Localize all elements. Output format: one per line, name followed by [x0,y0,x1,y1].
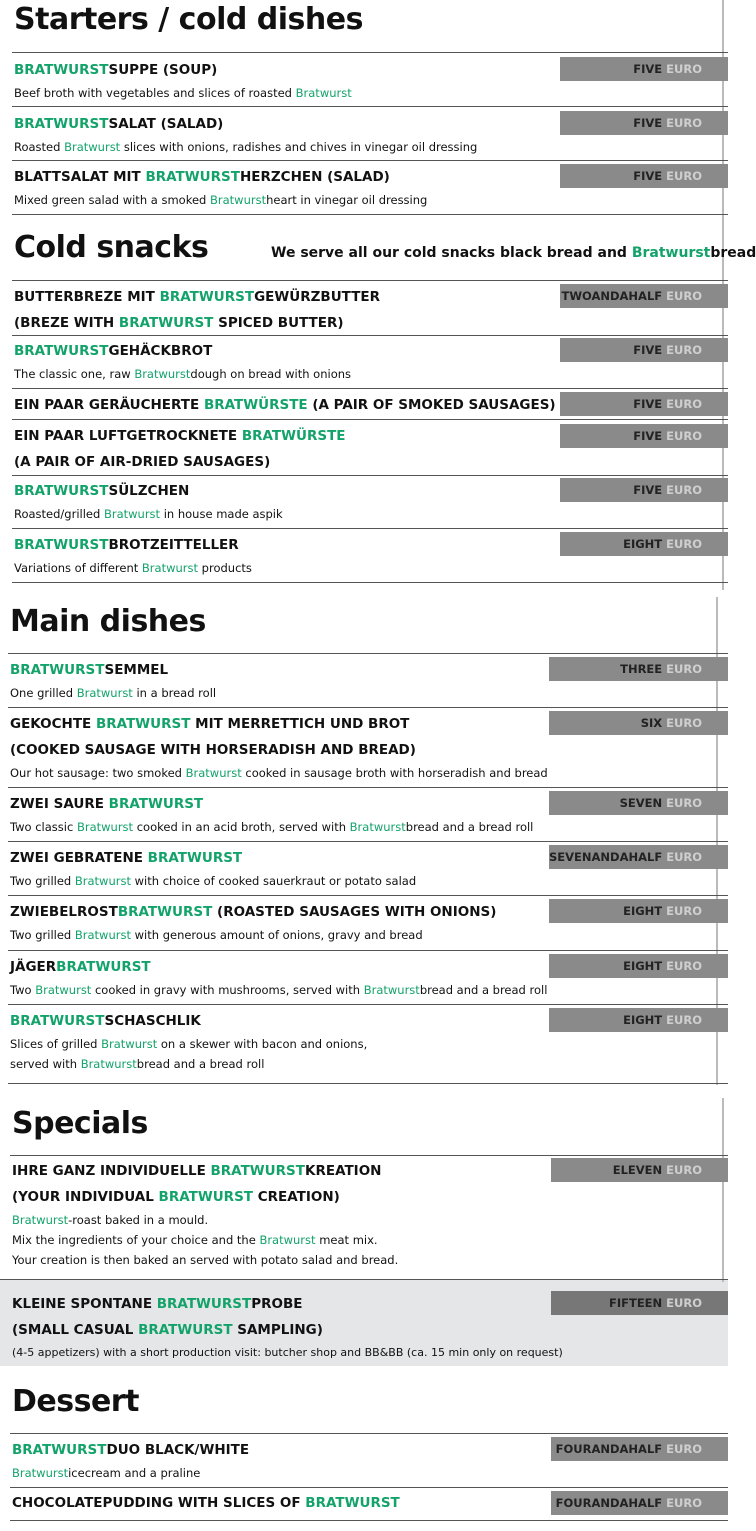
section-title-main-dishes: Main dishes [10,604,206,639]
menu-item: BUTTERBREZE MIT BRATWURSTGEWÜRZBUTTER (BREZE WITH BRATWURST SPICED BUTTER) [14,289,381,331]
section-title-dessert: Dessert [12,1384,139,1419]
price-tag: TWOANDAHALF EURO [560,284,728,308]
menu-item: BRATWURSTSALAT (SALAD) Roasted Bratwurst slices with onions, radishes and chives in vinegar oil dressing [14,116,478,154]
menu-item: EIN PAAR GERÄUCHERTE BRATWÜRSTE (A PAIR OF SMOKED SAUSAGES) [14,397,556,413]
menu-item: BLATTSALAT MIT BRATWURSTHERZCHEN (SALAD) Mixed green salad with a smoked Bratwurstheart in vinegar oil dressing [14,169,428,207]
price-tag: FIVE EURO [560,57,728,81]
divider [8,653,728,654]
menu-item: GEKOCHTE BRATWURST MIT MERRETTICH UND BROT (COOKED SAUSAGE WITH HORSERADISH AND BREAD) Our hot sausage: two smoked Bratwurst cooked in sausage broth with horseradish and bread [10,716,548,780]
section-title-starters: Starters / cold dishes [14,2,363,37]
menu-item: BRATWURSTDUO BLACK/WHITE Bratwursticecream and a praline [12,1442,250,1480]
menu-item: BRATWURSTSUPPE (SOUP) Beef broth with vegetables and slices of roasted Bratwurst [14,62,352,100]
section-note: We serve all our cold snacks black bread and Bratwurstbread [271,245,756,261]
price-tag: EIGHT EURO [549,899,728,923]
divider [8,1083,728,1084]
menu-item: ZWEI GEBRATENE BRATWURST Two grilled Bratwurst with choice of cooked sauerkraut or potato salad [10,850,417,888]
price-tag: SEVEN EURO [549,791,728,815]
menu-item: IHRE GANZ INDIVIDUELLE BRATWURSTKREATION (YOUR INDIVIDUAL BRATWURST CREATION) Bratwurst-roast baked in a mould. Mix the ingredients of your choice and the Bratwurst meat mix. Your creation is then baked an served with potato salad and bread. [12,1163,399,1267]
price-tag: FOURANDAHALF EURO [551,1491,728,1515]
menu-item: BRATWURSTGEHÄCKBROT The classic one, raw Bratwurstdough on bread with onions [14,343,352,381]
price-tag: FIFTEEN EURO [551,1291,728,1315]
price-tag: FIVE EURO [560,111,728,135]
divider [8,787,728,788]
divider [12,160,728,161]
price-tag: FIVE EURO [560,424,728,448]
divider [8,895,728,896]
divider [12,280,728,281]
price-tag: EIGHT EURO [560,532,728,556]
divider [12,582,728,583]
menu-item: ZWEI SAURE BRATWURST Two classic Bratwurst cooked in an acid broth, served with Bratwurstbread and a bread roll [10,796,534,834]
divider [12,388,728,389]
divider [10,1433,728,1434]
price-tag: EIGHT EURO [549,1008,728,1032]
divider [8,841,728,842]
menu-item: EIN PAAR LUFTGETROCKNETE BRATWÜRSTE (A PAIR OF AIR-DRIED SAUSAGES) [14,428,346,470]
divider [12,475,728,476]
price-tag: FIVE EURO [560,478,728,502]
price-tag: SEVENANDAHALF EURO [549,845,728,869]
price-tag: THREE EURO [549,657,728,681]
menu-item: KLEINE SPONTANE BRATWURSTPROBE (SMALL CASUAL BRATWURST SAMPLING) (4-5 appetizers) with a short production visit: butcher shop and BB&BB (ca. 15 min only on request) [12,1296,563,1359]
divider [12,528,728,529]
menu-item: JÄGERBRATWURST Two Bratwurst cooked in gravy with mushrooms, served with Bratwurstbread and a bread roll [10,959,548,997]
divider [722,1098,724,1282]
price-tag: FIVE EURO [560,338,728,362]
divider [8,707,728,708]
menu-item: BRATWURSTBROTZEITTELLER Variations of different Bratwurst products [14,537,252,575]
price-tag: FIVE EURO [560,164,728,188]
divider [12,52,728,53]
price-tag: ELEVEN EURO [551,1158,728,1182]
section-title-specials: Specials [12,1106,148,1141]
section-title-cold-snacks: Cold snacks [14,230,209,265]
divider [10,1487,728,1488]
divider [0,1279,728,1280]
menu-item: CHOCOLATEPUDDING WITH SLICES OF BRATWURST [12,1495,400,1511]
menu-item: BRATWURSTSÜLZCHEN Roasted/grilled Bratwurst in house made aspik [14,483,283,521]
price-tag: SIX EURO [549,711,728,735]
divider [10,1520,728,1521]
divider [12,419,728,420]
menu-item: BRATWURSTSCHASCHLIK Slices of grilled Bratwurst on a skewer with bacon and onions, served with Bratwurstbread and a bread roll [10,1013,368,1071]
price-tag: FOURANDAHALF EURO [551,1437,728,1461]
menu-item: BRATWURSTSEMMEL One grilled Bratwurst in a bread roll [10,662,217,700]
divider [10,1155,728,1156]
price-tag: FIVE EURO [560,392,728,416]
divider [8,1004,728,1005]
divider [12,214,728,215]
price-tag: EIGHT EURO [549,954,728,978]
divider [8,950,728,951]
divider [12,335,728,336]
menu-item: ZWIEBELROSTBRATWURST (ROASTED SAUSAGES WITH ONIONS) Two grilled Bratwurst with generous amount of onions, gravy and bread [10,904,497,942]
divider [12,106,728,107]
